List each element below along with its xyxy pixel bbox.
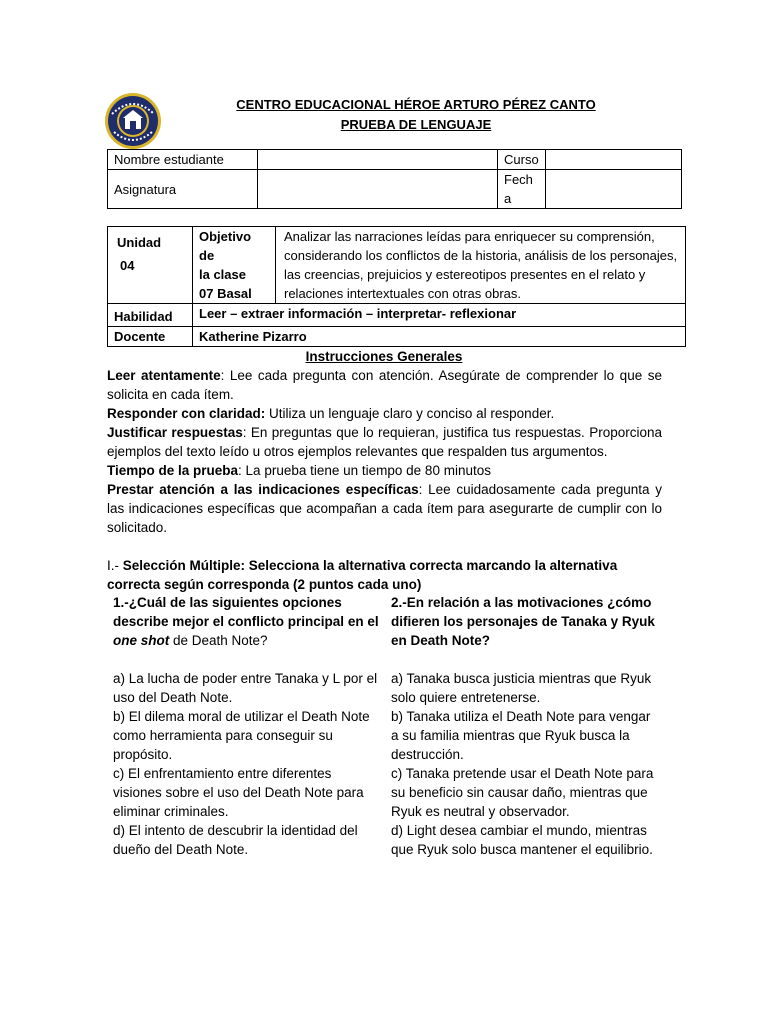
question-2 bbox=[391, 593, 661, 859]
student-name-label: Nombre estudiante bbox=[108, 150, 258, 170]
teacher-label: Docente bbox=[108, 327, 193, 347]
question-2-option-a[interactable]: a) Tanaka busca justicia mientras que Ryuk solo quiere entretenerse. bbox=[391, 671, 652, 705]
teacher-value: Katherine Pizarro bbox=[193, 327, 686, 347]
subject-field[interactable] bbox=[258, 170, 498, 209]
question-1 bbox=[113, 593, 383, 859]
course-label: Curso bbox=[498, 150, 546, 170]
question-2-option-b[interactable]: b) Tanaka utiliza el Death Note para vengar a su familia mientras que Ryuk busca la destrucción. bbox=[391, 709, 651, 762]
student-info-table bbox=[107, 149, 682, 209]
instruction-item: Tiempo de la prueba: La prueba tiene un tiempo de 80 minutos bbox=[107, 463, 491, 478]
date-label: Fech a bbox=[498, 170, 546, 209]
unit-cell: Unidad 04 bbox=[108, 227, 193, 304]
question-2-option-d[interactable]: d) Light desea cambiar el mundo, mientras que Ryuk solo busca mantener el equilibrio. bbox=[391, 823, 653, 857]
question-1-option-c[interactable]: c) El enfrentamiento entre diferentes visiones sobre el uso del Death Note para eliminar criminales. bbox=[113, 766, 364, 819]
skill-value: Leer – extraer información – interpretar- reflexionar bbox=[193, 304, 686, 327]
instruction-item: Responder con claridad: Utiliza un lenguaje claro y conciso al responder. bbox=[107, 406, 555, 421]
unit-objective-table bbox=[107, 226, 686, 347]
instruction-item: Justificar respuestas: En preguntas que lo requieran, justifica tus respuestas. Proporciona ejemplos del texto leído u otros ejemplos relevantes que respalden tus argumentos. bbox=[107, 425, 662, 459]
objective-text: Analizar las narraciones leídas para enriquecer su comprensión, considerando los conflictos de la historia, análisis de los personajes, las creencias, prejuicios y estereotipos presentes en el relato y relaciones intertextuales con otras obras. bbox=[276, 227, 686, 304]
objective-label-cell: Objetivo de la clase 07 Basal bbox=[193, 227, 276, 304]
question-1-option-d[interactable]: d) El intento de descubrir la identidad del dueño del Death Note. bbox=[113, 823, 358, 857]
section-title: I.- Selección Múltiple: Selecciona la alternativa correcta marcando la alternativa correcta según corresponda (2 puntos cada uno) bbox=[107, 558, 618, 592]
document-header bbox=[0, 95, 768, 135]
question-1-option-b[interactable]: b) El dilema moral de utilizar el Death Note como herramienta para conseguir su propósito. bbox=[113, 709, 370, 762]
instructions-title: Instrucciones Generales bbox=[305, 349, 463, 364]
subject-label: Asignatura bbox=[108, 170, 258, 209]
skill-label: Habilidad bbox=[108, 304, 193, 327]
question-1-text: 1.-¿Cuál de las siguientes opciones describe mejor el conflicto principal en el one shot de Death Note? bbox=[113, 595, 379, 648]
question-2-option-c[interactable]: c) Tanaka pretende usar el Death Note para su beneficio sin causar daño, mientras que Ryuk es neutral y observador. bbox=[391, 766, 654, 819]
test-title: PRUEBA DE LENGUAJE bbox=[340, 117, 492, 132]
course-field[interactable] bbox=[546, 150, 682, 170]
school-name: CENTRO EDUCACIONAL HÉROE ARTURO PÉREZ CANTO bbox=[236, 97, 596, 112]
instruction-item: Leer atentamente: Lee cada pregunta con atención. Asegúrate de comprender lo que se solicita en cada ítem. bbox=[107, 368, 662, 402]
instructions-list bbox=[107, 366, 662, 537]
instruction-item: Prestar atención a las indicaciones específicas: Lee cuidadosamente cada pregunta y las indicaciones específicas que acompañan a cada ítem para asegurarte de cumplir con lo solicitado. bbox=[107, 482, 662, 535]
question-1-option-a[interactable]: a) La lucha de poder entre Tanaka y L por el uso del Death Note. bbox=[113, 671, 378, 705]
student-name-field[interactable] bbox=[258, 150, 498, 170]
question-2-text: 2.-En relación a las motivaciones ¿cómo difieren los personajes de Tanaka y Ryuk en Death Note? bbox=[391, 595, 655, 648]
date-field[interactable] bbox=[546, 170, 682, 209]
